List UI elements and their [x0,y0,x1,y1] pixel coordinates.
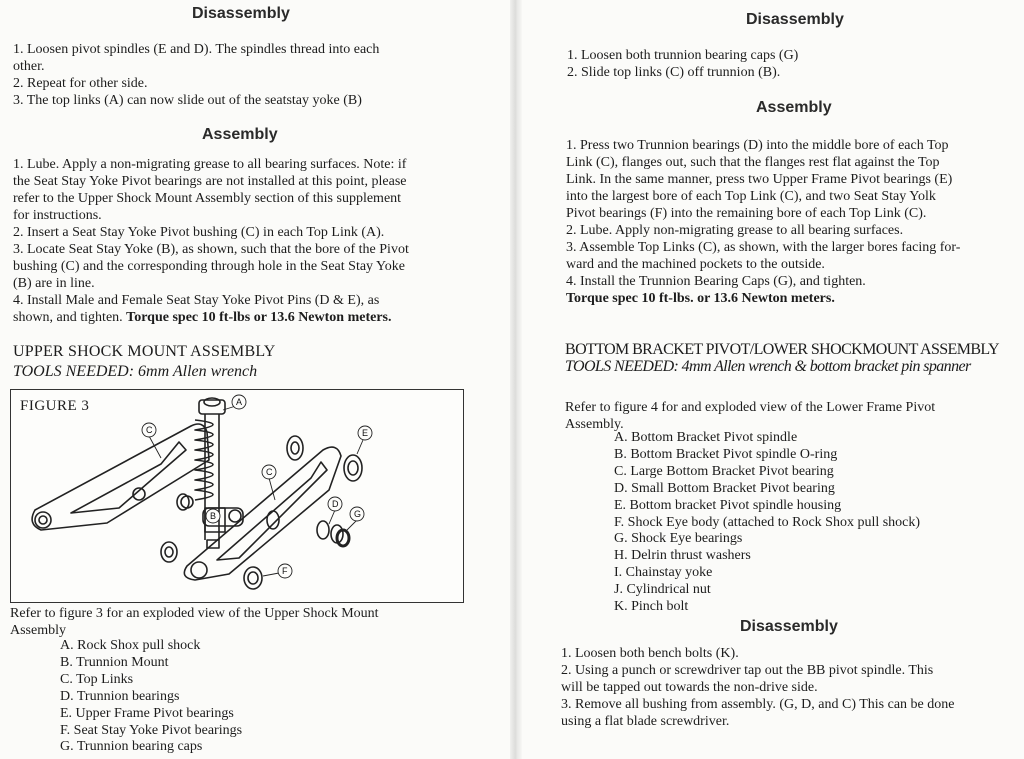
callout-b-label: B [210,511,217,521]
list-item: G. Trunnion bearing caps [60,739,203,755]
text-line: 4. Install the Trunnion Bearing Caps (G), and tighten. [566,274,866,289]
left-assembly-heading: Assembly [202,126,278,143]
list-item: B. Trunnion Mount [60,654,169,670]
list-item: H. Delrin thrust washers [614,548,751,564]
text-line: 3. The top links (A) can now slide out of the seatstay yoke (B) [13,93,362,108]
text-line: 1. Loosen both trunnion bearing caps (G) [567,48,799,63]
list-item: G. Shock Eye bearings [614,531,743,547]
torque-spec: Torque spec 10 ft-lbs. or 13.6 Newton meters. [566,291,835,306]
right-page [520,0,1024,759]
text-line: 2. Slide top links (C) off trunnion (B). [567,65,781,80]
callout-e-label: E [362,428,369,438]
list-item: B. Bottom Bracket Pivot spindle O-ring [614,446,838,462]
list-item: I. Chainstay yoke [614,565,713,581]
right-disassembly2-steps [561,645,954,730]
figure-3-reference [10,605,379,639]
text-line: using a flat blade screwdriver. [561,714,730,729]
torque-spec: Torque spec 10 ft-lbs or 13.6 Newton meters. [126,310,392,325]
text-line: Pivot bearings (F) into the remaining bore of each Top Link (C). [566,206,927,221]
text-line: 2. Repeat for other side. [13,76,148,91]
callout-f-label: F [282,566,288,576]
list-item: E. Bottom bracket Pivot spindle housing [614,497,842,513]
callout-a-label: A [236,397,243,407]
upper-shock-title: UPPER SHOCK MOUNT ASSEMBLY [13,343,276,360]
callout-c-right-label: C [266,467,273,477]
right-assembly-steps [566,137,960,307]
text-line: Assembly [10,623,66,638]
callout-d-label: D [332,499,339,509]
text-line: 2. Lube. Apply non-migrating grease to all bearing surfaces. [566,223,904,238]
right-disassembly2-heading: Disassembly [740,618,838,635]
text-line [13,309,409,326]
right-disassembly-heading: Disassembly [746,11,844,28]
text-line: 1. Lube. Apply a non-migrating grease to all bearing surfaces. Note: if [13,157,407,172]
list-item: K. Pinch bolt [614,599,689,615]
text-line: 4. Install Male and Female Seat Stay Yoke Pivot Pins (D & E), as [13,293,380,308]
text-line: 1. Loosen both bench bolts (K). [561,646,739,661]
text-line: refer to the Upper Shock Mount Assembly section of this supplement [13,191,402,206]
bottom-bracket-title: BOTTOM BRACKET PIVOT/LOWER SHOCKMOUNT ASSEMBLY [565,341,999,358]
upper-shock-parts-list [60,638,242,756]
upper-shock-tools: TOOLS NEEDED: 6mm Allen wrench [13,363,258,380]
list-item: F. Seat Stay Yoke Pivot bearings [60,722,243,738]
figure-3 [10,389,464,603]
text-line: 3. Remove all bushing from assembly. (G, D, and C) This can be done [561,697,955,712]
text-line: will be tapped out towards the non-drive side. [561,680,818,695]
list-item: C. Large Bottom Bracket Pivot bearing [614,463,834,479]
text-line: Link. In the same manner, press two Upper Frame Pivot bearings (E) [566,172,953,187]
list-item: C. Top Links [60,671,134,687]
text-line: Link (C), flanges out, such that the flanges rest flat against the Top [566,155,940,170]
text-line: 2. Insert a Seat Stay Yoke Pivot bushing (C) in each Top Link (A). [13,225,385,240]
text-line: (B) are in line. [13,276,95,291]
text-line: Refer to figure 4 for and exploded view of the Lower Frame Pivot [565,400,936,415]
callout-g-label: G [354,509,362,519]
list-item: D. Small Bottom Bracket Pivot bearing [614,480,835,496]
figure-4-reference [565,399,935,433]
text-line: into the largest bore of each Top Link (C), and two Seat Stay Yolk [566,189,936,204]
list-item: A. Bottom Bracket Pivot spindle [614,430,798,445]
bottom-bracket-parts-list [614,430,920,616]
text-line: 1. Loosen pivot spindles (E and D). The spindles thread into each [13,42,380,57]
text-line: other. [13,59,45,74]
list-item: A. Rock Shox pull shock [60,638,201,653]
text-line: Refer to figure 3 for an exploded view of the Upper Shock Mount [10,606,379,621]
left-assembly-steps [13,156,409,326]
list-item: J. Cylindrical nut [614,582,711,598]
text-line: 1. Press two Trunnion bearings (D) into the middle bore of each Top [566,138,949,153]
left-disassembly-heading: Disassembly [192,5,290,22]
right-disassembly-steps [567,47,798,81]
callout-c-left-label: C [146,425,153,435]
text-line: 3. Locate Seat Stay Yoke (B), as shown, such that the bore of the Pivot [13,242,409,257]
figure-3-drawing [11,390,463,602]
list-item: E. Upper Frame Pivot bearings [60,705,234,721]
list-item: D. Trunnion bearings [60,688,180,704]
left-page [0,0,510,759]
right-assembly-heading: Assembly [756,99,832,116]
bottom-bracket-tools: TOOLS NEEDED: 4mm Allen wrench & bottom bracket pin spanner [565,358,971,375]
text-line: for instructions. [13,208,102,223]
figure-label: FIGURE 3 [20,398,90,414]
left-disassembly-steps [13,41,379,109]
text-line: 2. Using a punch or screwdriver tap out the BB pivot spindle. This [561,663,934,678]
text-line: 3. Assemble Top Links (C), as shown, with the larger bores facing for- [566,240,961,255]
text-line: Assembly. [565,417,624,432]
text-line: ward and the machined pockets to the outside. [566,257,825,272]
top-link-left [32,424,209,530]
list-item: F. Shock Eye body (attached to Rock Shox pull shock) [614,514,921,530]
text-line: the Seat Stay Yoke Pivot bearings are not installed at this point, please [13,174,407,189]
text-line: bushing (C) and the corresponding through hole in the Seat Stay Yoke [13,259,405,274]
text-fragment: shown, and tighten. [13,310,127,325]
